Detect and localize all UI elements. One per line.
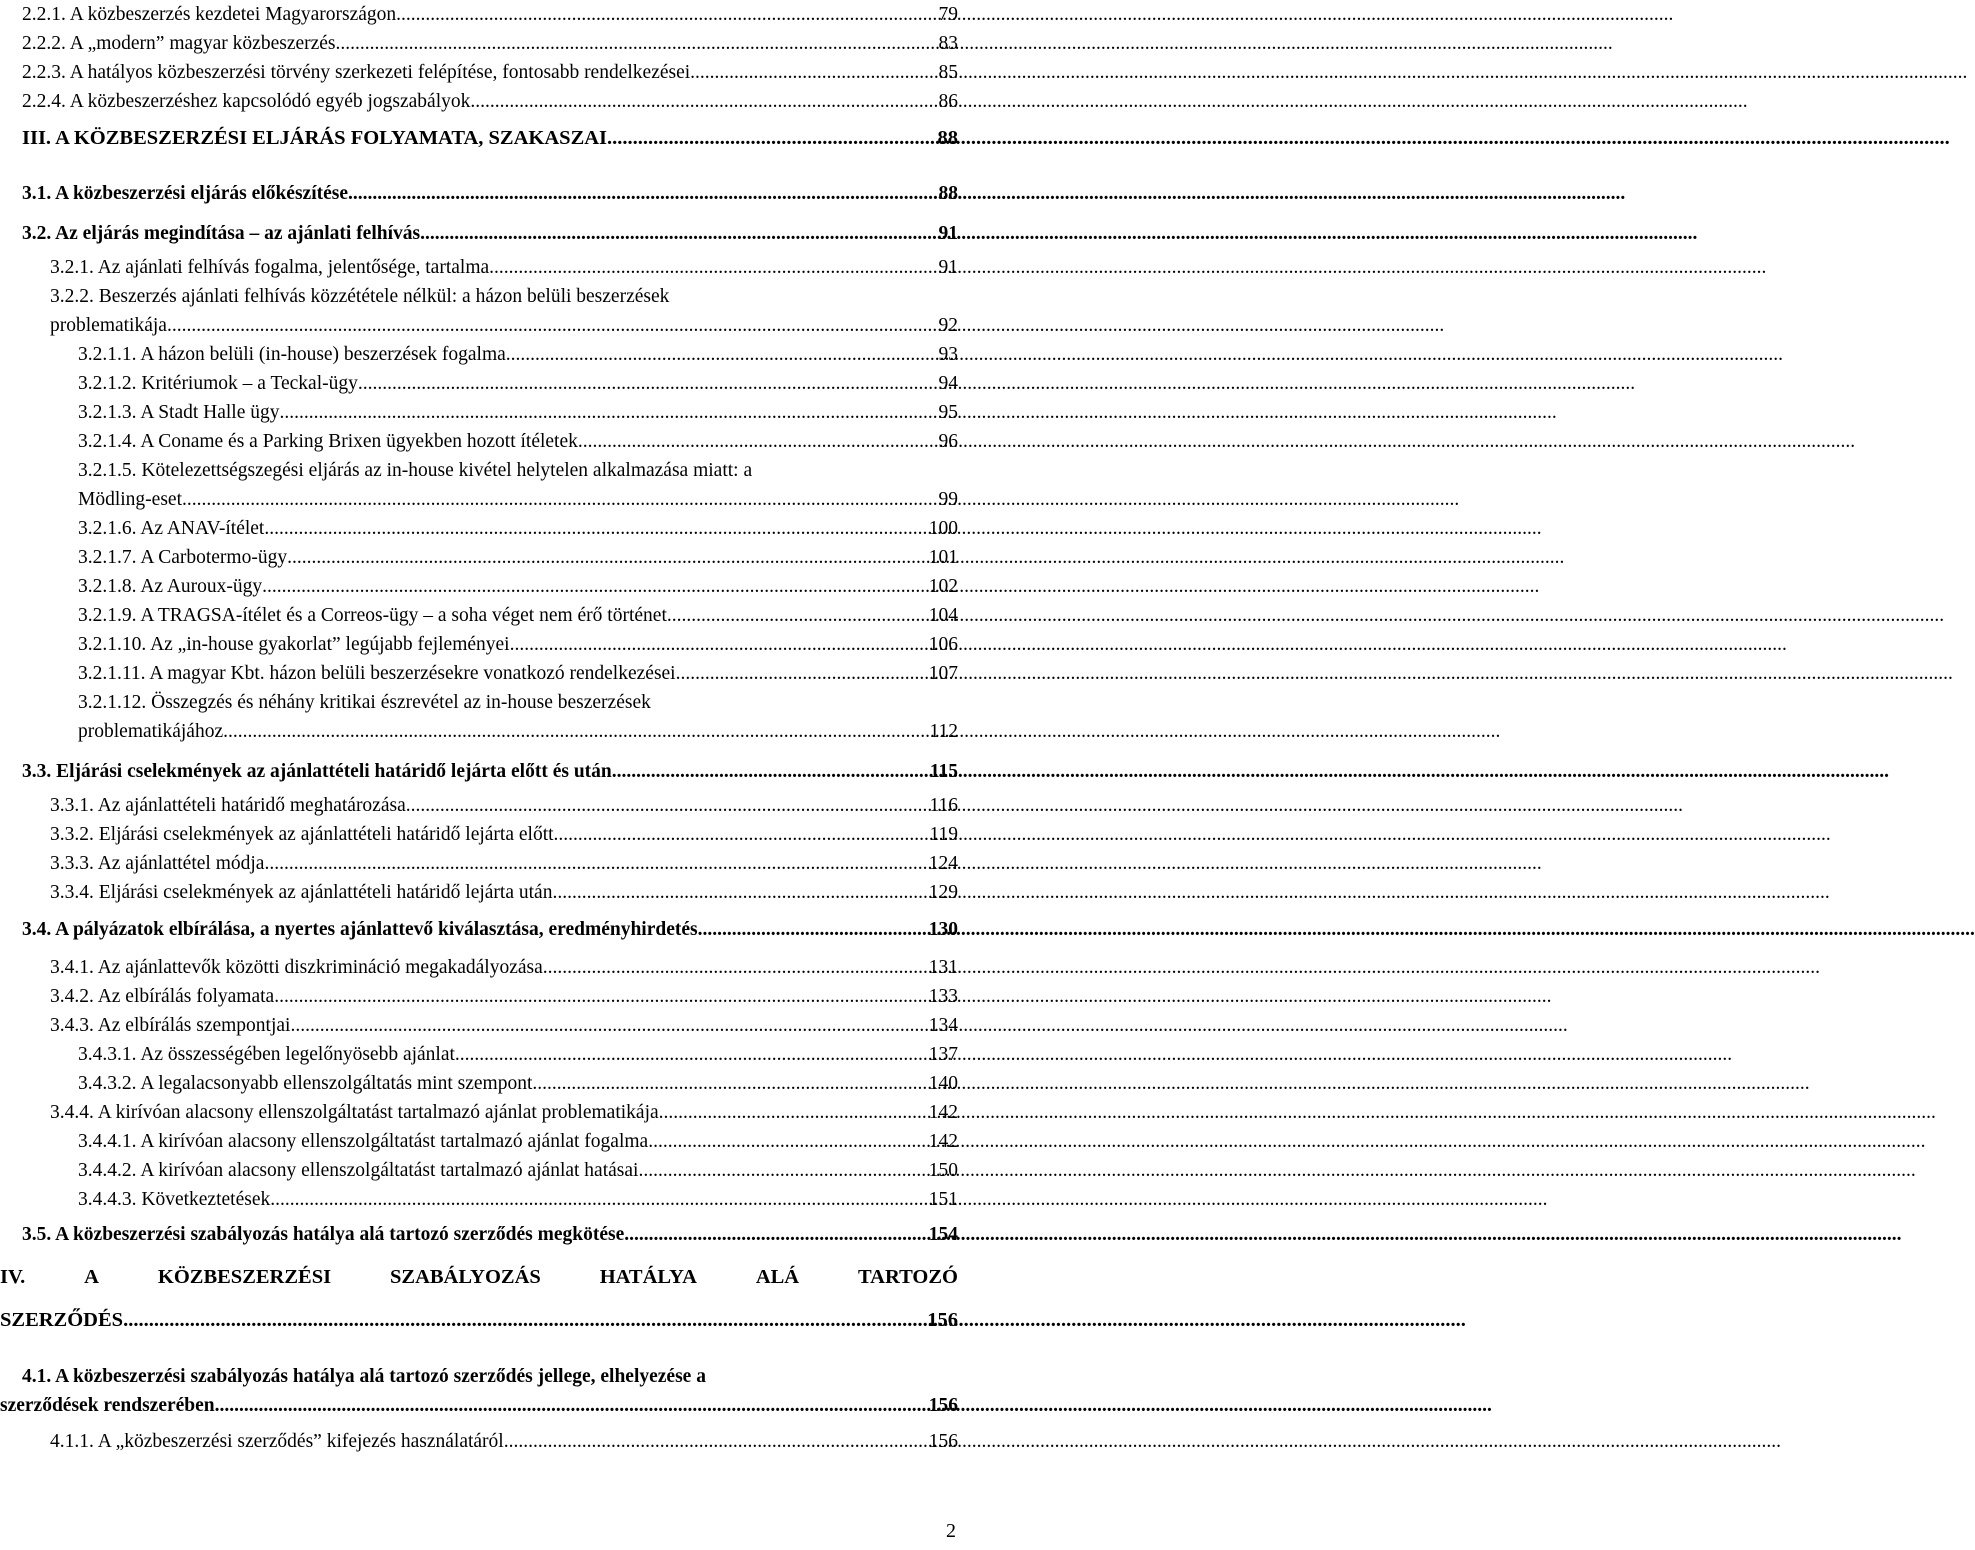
toc-leader-dots [506, 340, 937, 369]
toc-entry-text [78, 398, 280, 427]
toc-entry-text [78, 630, 510, 659]
toc-entry-number: 3.2.1.6. [78, 518, 141, 539]
toc-entry-text [78, 543, 287, 572]
toc-entry-title: Az ajánlattétel módja [97, 853, 265, 874]
toc-entry-number: 3.2.1.12. [78, 692, 152, 713]
toc-entry-number: 3.2.2. [50, 286, 99, 307]
toc-entry-number: 3.4.3. [50, 1015, 98, 1036]
toc-entry-text [78, 369, 358, 398]
toc-page-number: 130 [928, 919, 958, 940]
toc-page-number: 154 [928, 1224, 958, 1245]
toc-page-number: 99 [938, 489, 958, 510]
toc-page-number: 131 [928, 957, 958, 978]
toc-entry-heading-line [0, 1263, 958, 1292]
toc-entry-title-continuation: problematikája [50, 315, 167, 336]
toc-entry-number: 3.3.3. [50, 853, 98, 874]
toc-entry-title: A pályázatok elbírálása, a nyertes ajánlattevő kiválasztása, eredményhirdetés [55, 919, 698, 940]
toc-page-number: 142 [928, 1102, 958, 1123]
toc-entry-title: A közbeszerzési eljárás előkészítése [55, 183, 349, 204]
toc-entry-text [22, 87, 470, 116]
toc-entry-number: 3.3.2. [50, 824, 99, 845]
toc-entry[interactable] [78, 514, 958, 543]
toc-entry-title: A közbeszerzéshez kapcsolódó egyéb jogszabályok [69, 91, 471, 112]
toc-page-number: 102 [928, 576, 958, 597]
toc-entry-title: A „modern” magyar közbeszerzés [69, 33, 336, 54]
toc-entry-text [78, 1156, 638, 1185]
toc-page-number: 91 [938, 257, 958, 278]
toc-entry-text [22, 0, 396, 29]
toc-entry-text [22, 58, 690, 87]
toc-entry-title: Az ajánlattételi határidő meghatározása [97, 795, 406, 816]
toc-entry-text [50, 953, 543, 982]
toc-entry[interactable] [78, 572, 958, 601]
toc-entry-title: A közbeszerzési szabályozás hatálya alá tartozó szerződés megkötése [55, 1224, 625, 1245]
toc-entry-number: 3.5. [22, 1224, 56, 1245]
toc-entry-title: Következtetések [141, 1189, 271, 1210]
toc-entry-title: A TRAGSA-ítélet és a Correos-ügy – a soha véget nem érő történet [140, 605, 667, 626]
toc-leader-dots [690, 58, 936, 87]
page-number: 2 [946, 1520, 956, 1542]
toc-entry[interactable] [50, 820, 958, 849]
toc-entry[interactable] [50, 1011, 958, 1040]
toc-entry-title: Az ANAV-ítélet [140, 518, 265, 539]
toc-leader-dots [532, 1069, 926, 1098]
toc-entry[interactable] [78, 543, 958, 572]
toc-entry[interactable] [78, 1069, 958, 1098]
toc-entry-continuation[interactable] [78, 485, 958, 514]
toc-entry[interactable] [78, 659, 958, 688]
toc-entry-title: Az „in-house gyakorlat” legújabb fejleményei [150, 634, 510, 655]
toc-entry-number: 3.2.1.2. [78, 373, 142, 394]
toc-entry[interactable] [78, 601, 958, 630]
toc-leader-dots [489, 253, 936, 282]
toc-entry[interactable] [50, 982, 958, 1011]
toc-page-number: 106 [928, 634, 958, 655]
toc-entry-title: Az Auroux-ügy [140, 576, 263, 597]
toc-page-number: 91 [938, 223, 958, 244]
toc-entry[interactable] [78, 630, 958, 659]
toc-entry-title: Az ajánlattevők közötti diszkrimináció megakadályozása [97, 957, 543, 978]
toc-leader-dots [554, 820, 928, 849]
toc-entry[interactable] [78, 369, 958, 398]
toc-entry[interactable] [22, 757, 958, 786]
toc-leader-dots [348, 179, 936, 208]
toc-entry-title: Eljárási cselekmények az ajánlattételi határidő lejárta után [98, 882, 553, 903]
toc-entry-number: 3.4.3.1. [78, 1044, 141, 1065]
toc-entry[interactable] [22, 0, 958, 29]
toc-leader-dots [280, 398, 937, 427]
toc-leader-dots [698, 915, 927, 944]
toc-entry-title: Az elbírálás szempontjai [97, 1015, 291, 1036]
toc-entry[interactable] [22, 58, 958, 87]
toc-entry-number: 4.1.1. [50, 1431, 98, 1452]
toc-page-number: 150 [928, 1160, 958, 1181]
toc-entry[interactable] [78, 1185, 958, 1214]
toc-entry-number: 3.2.1.1. [78, 344, 141, 365]
toc-page-number: 100 [928, 518, 958, 539]
toc-entry-text [50, 849, 264, 878]
toc-entry-number: 3.2.1.8. [78, 576, 141, 597]
toc-leader-dots [612, 757, 928, 786]
toc-leader-dots [470, 87, 936, 116]
toc-leader-dots [215, 1391, 927, 1420]
toc-leader-dots [270, 1185, 927, 1214]
toc-page-number: 88 [937, 127, 958, 149]
toc-entry-title: Eljárási cselekmények az ajánlattételi határidő lejárta előtt [98, 824, 554, 845]
toc-page-number: 95 [938, 402, 958, 423]
toc-entry[interactable] [50, 1098, 958, 1127]
toc-entry-title: A Stadt Halle ügy [140, 402, 280, 423]
toc-entry[interactable] [22, 87, 958, 116]
toc-entry-text [78, 601, 667, 630]
toc-entry-number: 3.2.1.4. [78, 431, 141, 452]
toc-leader-dots [667, 601, 927, 630]
toc-entry-title: A közbeszerzés kezdetei Magyarországon [69, 4, 397, 25]
toc-leader-dots [396, 0, 936, 29]
toc-leader-dots [223, 717, 927, 746]
toc-page-number: 104 [928, 605, 958, 626]
toc-leader-dots [543, 953, 927, 982]
toc-entry-text [50, 878, 552, 907]
toc-page-number: 124 [928, 853, 958, 874]
toc-entry-first-line[interactable] [78, 688, 651, 717]
toc-entry-number: 3.1. [22, 183, 56, 204]
toc-page-number: 86 [938, 91, 958, 112]
toc-entry-text [50, 1011, 290, 1040]
toc-entry-title: Az ajánlati felhívás fogalma, jelentősége, tartalma [97, 257, 490, 278]
toc-entry-title: A „közbeszerzési szerződés” kifejezés használatáról [97, 1431, 504, 1452]
toc-entry-title: A kirívóan alacsony ellenszolgáltatást tartalmazó ajánlat problematikája [97, 1102, 659, 1123]
toc-entry-title: Eljárási cselekmények az ajánlattételi határidő lejárta előtt és után [56, 761, 612, 782]
toc-entry-text [78, 1069, 532, 1098]
toc-leader-dots [336, 29, 937, 58]
toc-page-number: 79 [938, 4, 958, 25]
toc-entry[interactable] [50, 953, 958, 982]
toc-entry[interactable] [78, 398, 958, 427]
toc-page-number: 85 [938, 62, 958, 83]
toc-entry[interactable] [78, 1156, 958, 1185]
toc-entry[interactable] [50, 253, 958, 282]
toc-entry-title: Kötelezettségszegési eljárás az in-house kivétel helytelen alkalmazása miatt: a [141, 460, 753, 481]
toc-entry-text [78, 1040, 455, 1069]
toc-entry-text [22, 1220, 624, 1249]
toc-heading-word: SZABÁLYOZÁS [390, 1266, 541, 1288]
toc-page-number: 115 [929, 761, 958, 782]
toc-entry-number: 3.2.1.11. [78, 663, 150, 684]
toc-entry-title: A Coname és a Parking Brixen ügyekben hozott ítéletek [140, 431, 578, 452]
toc-page-number: 92 [938, 315, 958, 336]
toc-entry-number: 2.2.2. [22, 33, 70, 54]
toc-entry-title: A legalacsonyabb ellenszolgáltatás mint szempont [140, 1073, 533, 1094]
toc-entry-title-continuation: Mödling-eset [78, 489, 182, 510]
toc-leader-dots [167, 311, 937, 340]
toc-entry-number: 3.4.4.2. [78, 1160, 141, 1181]
toc-entry-text [50, 1098, 659, 1127]
toc-page-number: 112 [929, 721, 958, 742]
toc-entry-number: 2.2.1. [22, 4, 70, 25]
toc-page-number: 156 [928, 1395, 958, 1416]
toc-leader-dots [290, 1011, 926, 1040]
toc-heading-word: A [84, 1266, 99, 1288]
toc-entry[interactable] [0, 1306, 958, 1335]
toc-page-number: 116 [929, 795, 958, 816]
toc-entry-text [22, 915, 698, 944]
toc-entry-text [78, 659, 676, 688]
toc-heading-word: TARTOZÓ [858, 1266, 958, 1288]
toc-entry-text [78, 572, 262, 601]
toc-entry-title: A Carbotermo-ügy [140, 547, 288, 568]
toc-entry[interactable] [22, 219, 958, 248]
toc-entry-text [78, 514, 264, 543]
toc-heading-word: KÖZBESZERZÉSI [157, 1266, 332, 1288]
toc-entry-first-line[interactable] [22, 1362, 706, 1391]
toc-entry[interactable] [78, 427, 958, 456]
toc-entry-number: 3.4.4.1. [78, 1131, 141, 1152]
toc-page-number: 107 [928, 663, 958, 684]
toc-page-number: 137 [928, 1044, 958, 1065]
toc-entry-number: 3.3. [22, 761, 57, 782]
toc-entry-title: A magyar Kbt. házon belüli beszerzésekre vonatkozó rendelkezései [149, 663, 676, 684]
toc-entry-text [22, 757, 612, 786]
toc-page-number: 140 [928, 1073, 958, 1094]
toc-entry-title: A házon belüli (in-house) beszerzések fogalma [140, 344, 506, 365]
toc-leader-dots [510, 630, 927, 659]
toc-heading-word: HATÁLYA [599, 1266, 697, 1288]
toc-page-number: 133 [928, 986, 958, 1007]
toc-entry-number: 3.2.1.9. [78, 605, 141, 626]
toc-entry-number: 3.2.1.3. [78, 402, 141, 423]
toc-entry-text [50, 1427, 504, 1456]
toc-entry[interactable] [50, 791, 958, 820]
toc-entry-text [78, 1127, 648, 1156]
toc-page-number: 93 [938, 344, 958, 365]
toc-entry-text [22, 179, 348, 208]
toc-leader-dots [676, 659, 927, 688]
toc-entry[interactable] [78, 340, 958, 369]
toc-page-number: 119 [929, 824, 958, 845]
toc-leader-dots [624, 1220, 927, 1249]
toc-entry-title: Beszerzés ajánlati felhívás közzététele nélkül: a házon belüli beszerzések [98, 286, 670, 307]
toc-leader-dots [287, 543, 927, 572]
toc-entry-title: A KÖZBESZERZÉSI ELJÁRÁS FOLYAMATA, SZAKASZAI [55, 127, 608, 149]
toc-entry-title: A közbeszerzési szabályozás hatálya alá tartozó szerződés jellege, elhelyezése a [55, 1366, 706, 1387]
toc-entry[interactable] [50, 878, 958, 907]
toc-leader-dots [420, 219, 936, 248]
toc-entry-title-continuation: problematikájához [78, 721, 224, 742]
toc-entry-continuation[interactable] [50, 311, 958, 340]
toc-page-number: 96 [938, 431, 958, 452]
toc-leader-dots [552, 878, 926, 907]
toc-leader-dots [182, 485, 937, 514]
toc-entry-number: 3.4.4.3. [78, 1189, 142, 1210]
toc-page-number: 151 [928, 1189, 958, 1210]
toc-entry-number: 3.4. [22, 919, 56, 940]
toc-entry-number: 3.4.4. [50, 1102, 98, 1123]
toc-page-number: 156 [928, 1431, 958, 1452]
toc-entry-number: 3.3.4. [50, 882, 99, 903]
toc-leader-dots [358, 369, 937, 398]
toc-entry-continuation[interactable] [0, 1391, 958, 1420]
toc-leader-dots [123, 1306, 925, 1335]
toc-entry-title: A kirívóan alacsony ellenszolgáltatást tartalmazó ajánlat fogalma [140, 1131, 649, 1152]
toc-entry-number: 3.3.1. [50, 795, 98, 816]
toc-entry-continuation[interactable] [78, 717, 958, 746]
toc-leader-dots [607, 124, 935, 153]
toc-entry-number: 3.2.1.7. [78, 547, 141, 568]
toc-entry[interactable] [22, 915, 958, 944]
toc-entry-text [78, 1185, 270, 1214]
toc-entry-title: A hatályos közbeszerzési törvény szerkezeti felépítése, fontosabb rendelkezései [69, 62, 691, 83]
toc-leader-dots [406, 791, 928, 820]
toc-entry-number: 3.4.3.2. [78, 1073, 141, 1094]
toc-entry-text [50, 982, 274, 1011]
toc-entry-number: 3.2.1.10. [78, 634, 151, 655]
toc-heading-word: ALÁ [755, 1266, 800, 1288]
toc-entry-number: 3.2.1. [50, 257, 98, 278]
toc-heading-word: IV. [0, 1266, 26, 1288]
toc-entry-number: 3.2.1.5. [78, 460, 142, 481]
toc-page-number: 129 [928, 882, 958, 903]
toc-entry-title: Kritériumok – a Teckal-ügy [141, 373, 358, 394]
toc-leader-dots [262, 572, 927, 601]
toc-entry[interactable] [22, 1220, 958, 1249]
toc-entry-title-continuation: szerződések rendszerében [0, 1395, 215, 1416]
toc-leader-dots [659, 1098, 927, 1127]
toc-entry[interactable] [78, 1040, 958, 1069]
toc-page-number: 88 [938, 183, 958, 204]
toc-entry-number: 2.2.3. [22, 62, 70, 83]
toc-entry-title: Az elbírálás folyamata [97, 986, 275, 1007]
toc-entry-number: III. [22, 127, 56, 149]
toc-entry-text [50, 791, 406, 820]
toc-entry-title: Összegzés és néhány kritikai észrevétel az in-house beszerzések [151, 692, 651, 713]
toc-entry-number: 4.1. [22, 1366, 56, 1387]
toc-entry[interactable] [50, 849, 958, 878]
toc-entry-first-line[interactable] [78, 456, 752, 485]
toc-entry-text [22, 219, 420, 248]
toc-entry-title: Az eljárás megindítása – az ajánlati felhívás [55, 223, 421, 244]
toc-page-number: 83 [938, 33, 958, 54]
toc-entry[interactable] [50, 1427, 958, 1456]
toc-entry-text [78, 340, 506, 369]
toc-leader-dots [578, 427, 937, 456]
toc-leader-dots [455, 1040, 927, 1069]
toc-entry-number: 3.4.1. [50, 957, 98, 978]
toc-leader-dots [264, 514, 926, 543]
toc-leader-dots [504, 1427, 927, 1456]
toc-entry-first-line[interactable] [50, 282, 669, 311]
toc-entry-text [50, 253, 489, 282]
toc-entry-title: A kirívóan alacsony ellenszolgáltatást tartalmazó ajánlat hatásai [140, 1160, 639, 1181]
toc-entry-text [22, 124, 607, 153]
toc-page-number: 142 [928, 1131, 958, 1152]
toc-entry-text [22, 29, 336, 58]
toc-entry-title-continuation: SZERZŐDÉS [0, 1309, 124, 1331]
toc-entry-number: 3.4.2. [50, 986, 98, 1007]
toc-entry[interactable] [78, 1127, 958, 1156]
toc-entry-title: Az összességében legelőnyösebb ajánlat [140, 1044, 455, 1065]
toc-leader-dots [648, 1127, 927, 1156]
toc-page-number: 134 [928, 1015, 958, 1036]
toc-leader-dots [274, 982, 927, 1011]
toc-page-number: 101 [928, 547, 958, 568]
toc-entry-text [78, 427, 578, 456]
toc-entry[interactable] [22, 124, 958, 153]
toc-entry[interactable] [22, 179, 958, 208]
toc-entry[interactable] [22, 29, 958, 58]
toc-entry-text [50, 820, 554, 849]
toc-page-number: 156 [927, 1309, 958, 1331]
toc-entry-number: 2.2.4. [22, 91, 70, 112]
toc-entry-number: 3.2. [22, 223, 56, 244]
toc-page-number: 94 [938, 373, 958, 394]
toc-leader-dots [264, 849, 926, 878]
toc-leader-dots [638, 1156, 926, 1185]
